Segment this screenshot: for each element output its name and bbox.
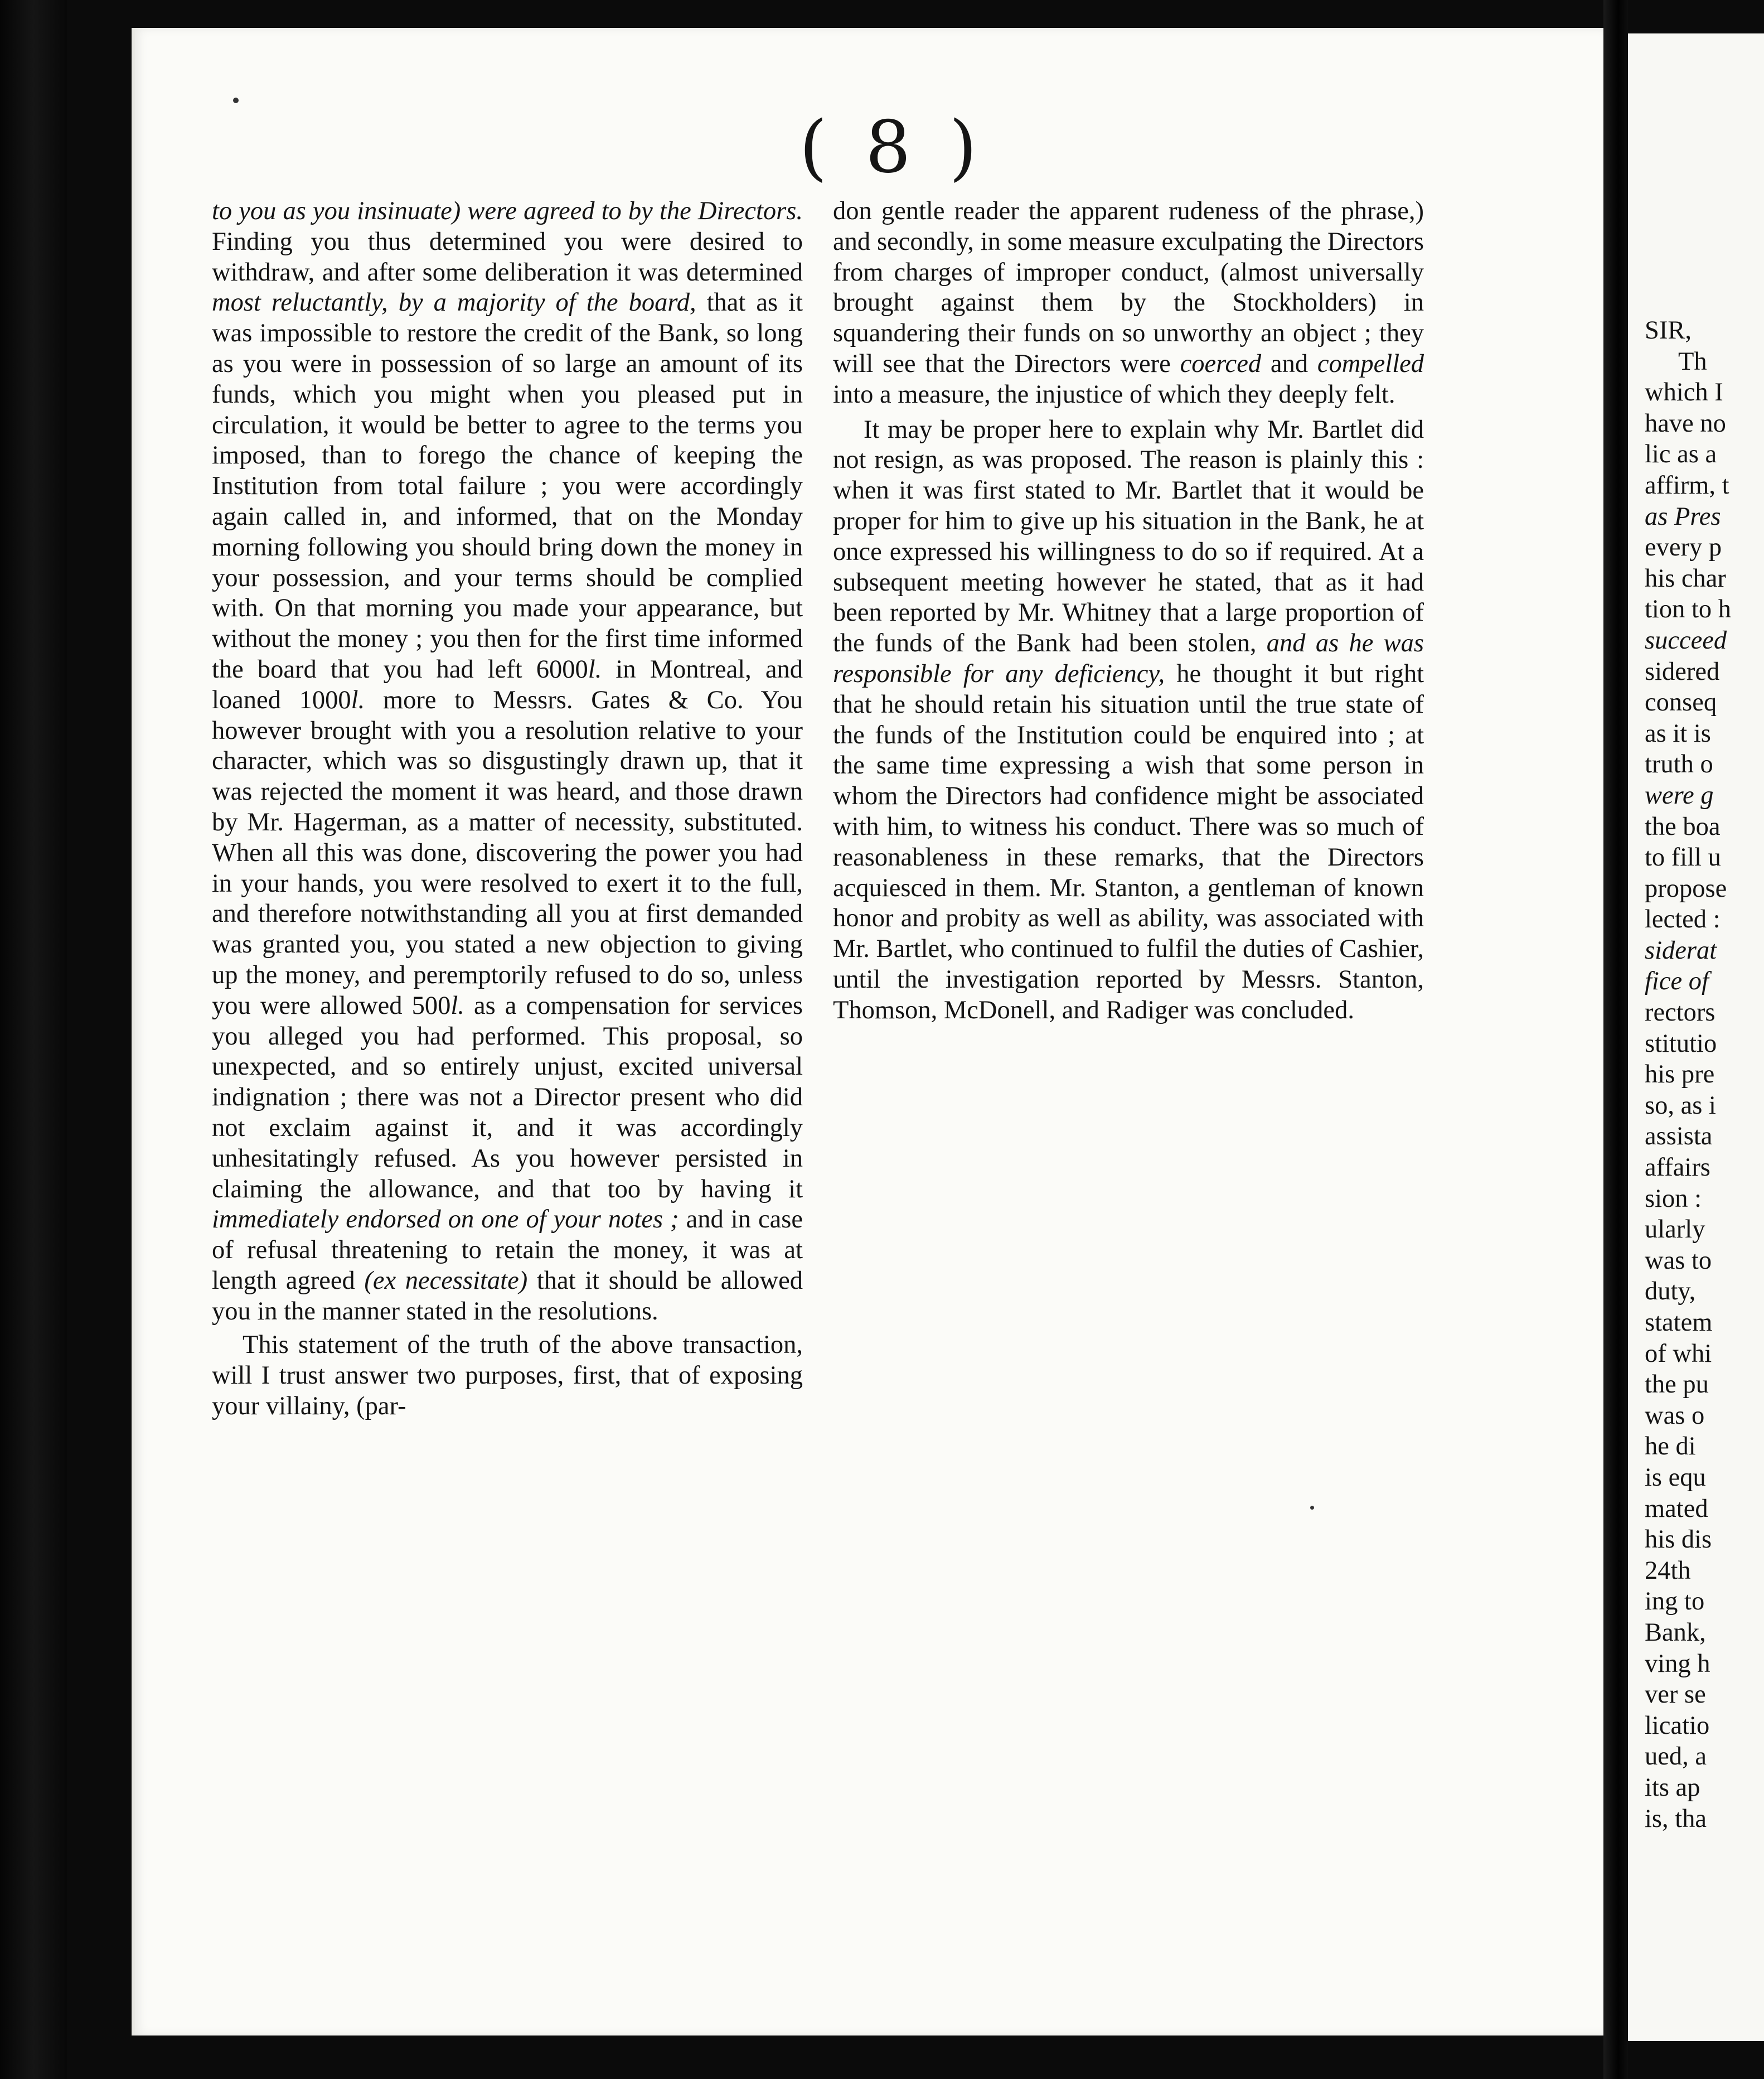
next-page-line: sion :: [1645, 1184, 1702, 1213]
text-segment: Finding you thus determined you were desired to withdraw, and after some deliberation it was determined: [212, 227, 803, 287]
next-page-text: [1645, 315, 1731, 1834]
next-page-line: duty,: [1645, 1277, 1696, 1306]
next-page-line: conseq: [1645, 688, 1717, 717]
next-page-line: was o: [1645, 1401, 1705, 1430]
next-page-line: the pu: [1645, 1370, 1709, 1399]
next-page-line: propose: [1645, 874, 1727, 903]
text-segment: It may be proper here to explain why Mr. Bartlet did not resign, as was proposed. The reason is plainly this : when it was first stated to Mr. Bartlet that it would be proper for him to give up his situation in the Bank, he at once expressed his willingness to do so if required. At a subsequent meeting however he stated, that as it had been reported by Mr. Whitney that a large proportion of the funds of the Bank had been stolen,: [833, 415, 1424, 658]
paragraph: [212, 196, 803, 1327]
next-page-line: succeed: [1645, 626, 1727, 655]
text-segment: and in case of refusal threatening to retain the money, it was at length agreed: [212, 1205, 803, 1295]
next-page-line: Bank,: [1645, 1618, 1706, 1647]
left-text-column: [212, 196, 803, 1422]
next-page-line: fice of: [1645, 967, 1709, 996]
next-page-line: its ap: [1645, 1773, 1700, 1802]
next-page-line: was to: [1645, 1246, 1712, 1275]
next-page-fragment: [1628, 33, 1764, 2041]
next-page-line: of whi: [1645, 1339, 1712, 1368]
next-page-line: to fill u: [1645, 843, 1721, 872]
italic-text-segment: coerced: [1180, 349, 1262, 378]
next-page-line: is, tha: [1645, 1804, 1707, 1833]
next-page-line: siderat: [1645, 936, 1717, 965]
next-page-line: so, as i: [1645, 1091, 1716, 1120]
next-page-line: his dis: [1645, 1525, 1712, 1554]
next-page-line: which I: [1645, 378, 1723, 407]
text-segment: and: [1261, 349, 1317, 378]
next-page-line: as Pres: [1645, 502, 1721, 531]
text-segment: that as it was impossible to restore the credit of the Bank, so long as you were in possession of so large an amount of its funds, which you might when you pleased put in circulation, it would be better to agree to the terms you imposed, than to forego the chance of keeping the Institution from total failure ; you were accordingly again called in, and informed, that on the Monday morning following you should bring down the money in your possession, and your terms should be complied with. On that morning you made your appearance, but without the money ; you then for the first time informed the board that you had left 6000: [212, 288, 803, 684]
italic-text-segment: compelled: [1317, 349, 1424, 378]
paragraph: [833, 196, 1424, 410]
text-segment: as a compensation for services you alleged you had performed. This proposal, so unexpected, and so entirely unjust, excited universal indignation ; there was not a Director present who did not exclaim against it, and it was accordingly unhesitatingly refused. As you however persisted in claiming the allowance, and that too by having it: [212, 991, 803, 1203]
next-page-line: Th: [1678, 347, 1707, 376]
italic-text-segment: l.: [351, 685, 365, 714]
paragraph: [833, 415, 1424, 1026]
next-page-line: ularly: [1645, 1215, 1705, 1244]
next-page-line: ued, a: [1645, 1742, 1707, 1771]
italic-text-segment: and as he was responsible for any deficiency,: [833, 629, 1424, 688]
next-page-line: his char: [1645, 564, 1726, 593]
next-page-line: is equ: [1645, 1463, 1706, 1492]
right-text-column: [833, 196, 1424, 1026]
next-page-line: mated: [1645, 1494, 1708, 1523]
italic-text-segment: most reluctantly, by a majority of the board,: [212, 288, 696, 317]
next-page-line: have no: [1645, 409, 1726, 438]
next-page-line: lic as a: [1645, 440, 1717, 469]
next-page-line: licatio: [1645, 1711, 1710, 1740]
next-page-line: as it is: [1645, 719, 1711, 748]
next-page-line: ving h: [1645, 1649, 1710, 1678]
next-page-line: were g: [1645, 781, 1714, 810]
text-segment: don gentle reader the apparent rudeness of the phrase,) and secondly, in some measure exculpating the Directors from charges of improper conduct, (almost universally brought against them by the Stockholders) in squandering their funds on so unworthy an object ; they will see that the Directors were: [833, 197, 1424, 378]
ink-speck: [233, 98, 239, 103]
italic-text-segment: l.: [588, 655, 602, 684]
next-page-line: the boa: [1645, 812, 1721, 841]
page-gutter: [1603, 0, 1628, 2079]
text-segment: This statement of the truth of the above transaction, will I trust answer two purposes, first, that of exposing your villainy, (par-: [212, 1331, 803, 1421]
next-page-line: SIR,: [1645, 316, 1692, 345]
text-segment: more to Messrs. Gates & Co. You however brought with you a resolution relative to your character, which was so disgustingly drawn up, that it was rejected the moment it was heard, and those drawn by Mr. Hagerman, as a matter of necessity, substituted. When all this was done, discovering the power you had in your hands, you were resolved to exert it to the full, and therefore notwithstanding all you at first demanded was granted you, you stated a new objection to giving up the money, and peremptorily refused to do so, unless you were allowed 500: [212, 685, 803, 1020]
italic-text-segment: immediately endorsed on one of your notes ;: [212, 1205, 679, 1234]
text-segment: into a measure, the injustice of which they deeply felt.: [833, 380, 1395, 409]
next-page-line: ing to: [1645, 1587, 1705, 1616]
italic-text-segment: l.: [450, 991, 464, 1020]
left-binding-edge: [0, 0, 67, 2079]
ink-speck: [1310, 1506, 1314, 1510]
next-page-line: affairs: [1645, 1153, 1710, 1182]
next-page-line: rectors: [1645, 998, 1715, 1027]
next-page-line: affirm, t: [1645, 471, 1729, 500]
next-page-line: ver se: [1645, 1680, 1706, 1709]
next-page-line: 24th: [1645, 1556, 1691, 1585]
page-number: ( 8 ): [799, 106, 985, 189]
next-page-line: lected :: [1645, 905, 1721, 934]
text-segment: in Montreal, and loaned 1000: [212, 655, 803, 714]
next-page-line: every p: [1645, 533, 1722, 562]
next-page-line: tion to h: [1645, 595, 1732, 624]
next-page-line: sidered: [1645, 657, 1720, 686]
next-page-line: his pre: [1645, 1060, 1715, 1089]
next-page-line: he di: [1645, 1432, 1696, 1461]
paragraph: [212, 1330, 803, 1422]
text-segment: that it should be allowed you in the manner stated in the resolutions.: [212, 1266, 803, 1326]
next-page-line: stitutio: [1645, 1029, 1717, 1058]
next-page-line: statem: [1645, 1308, 1713, 1337]
italic-text-segment: to you as you insinuate) were agreed to by the Directors.: [212, 197, 803, 225]
next-page-line: assista: [1645, 1122, 1713, 1151]
next-page-line: truth o: [1645, 750, 1713, 779]
text-segment: he thought it but right that he should retain his situation until the true state of the funds of the Institution could be enquired into ; at the same time expressing a wish that some person in whom the Directors had confidence might be associated with him, to witness his conduct. There was so much of reasonableness in these remarks, that the Directors acquiesced in them. Mr. Stanton, a gentleman of known honor and probity as well as ability, was associated with Mr. Bartlet, who continued to fulfil the duties of Cashier, until the investigation reported by Messrs. Stanton, Thomson, McDonell, and Radiger was concluded.: [833, 659, 1424, 1024]
italic-text-segment: (ex necessitate): [364, 1266, 528, 1295]
